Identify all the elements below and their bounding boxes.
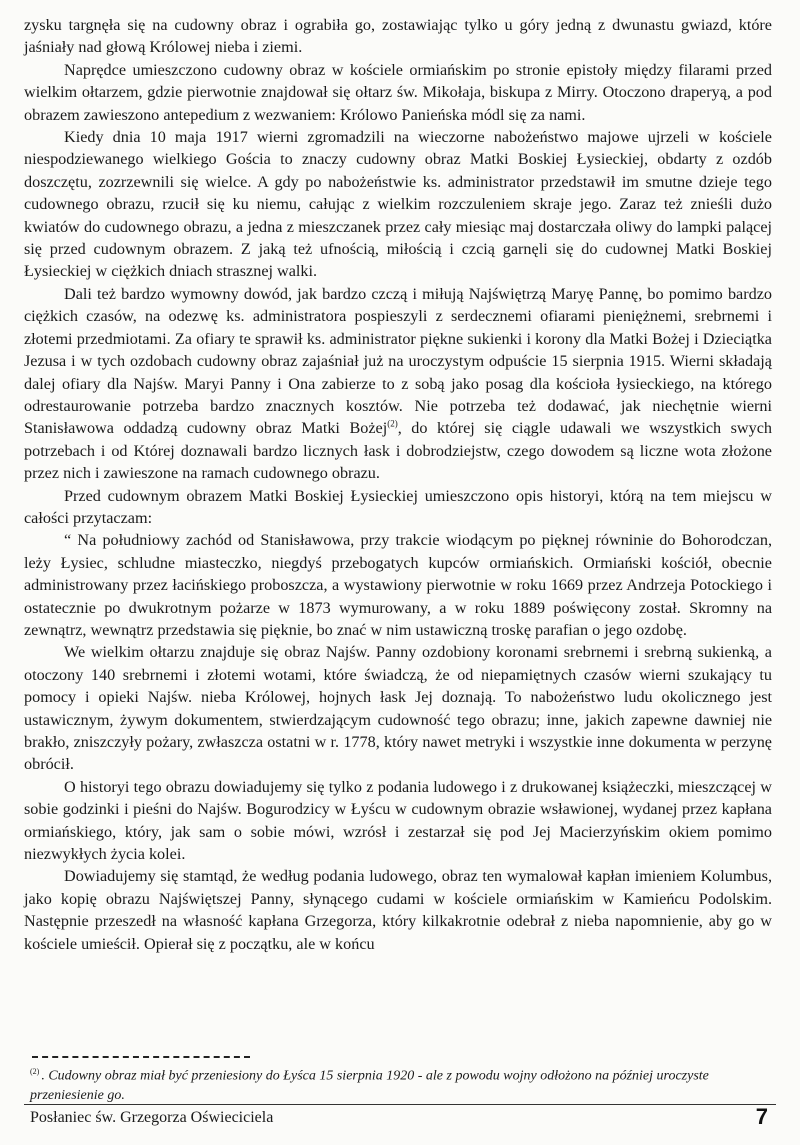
quoted-paragraph-2: We wielkim ołtarzu znajduje się obraz Najśw. Panny ozdobiony koronami srebrnemi i srebrną sukienką, a otoczony 140 srebrnemi i złotemi wotami, które świadczą, że od niepamiętnych czasów wierni szukający tu pomocy i opieki Najśw. nieba Królowej, hojnych łask Jej doznają. To nabożeństwo ludu okolicznego jest ustawicznym, żywym dokumentem, stwierdzającym cudowność tego obrazu; inne, jakich zapewne dawniej nie brakło, zniszczyły pożary, zwłaszcza ostatni w r. 1778, który nawet metryki i wszystkie inne dokumenta w perzynę obrócił. (24, 643, 772, 774)
footnote-reference: (2) (387, 418, 398, 429)
paragraph-4-part-a: Dali też bardzo wymowny dowód, jak bardzo czczą i miłują Najświętrzą Maryę Pannę, bo pomimo bardzo ciężkich czasów, na odezwę ks. administratora pospieszyli z serdecznemi ofiarami pieniężnemi, srebrnemi i złotemi przedmiotami. Za ofiary te sprawił ks. administrator piękne sukienki i korony dla Matki Bożej i Dzieciątka Jezusa i w tych ozdobach cudowny obraz zajaśniał już na uroczystym odpuście 15 sierpnia 1915. Wierni składają dalej ofiary dla Najśw. Maryi Panny i Ona zabierze to z sobą jako posag dla kościoła łysieckiego, na którego odrestaurowanie potrzeba bardzo znacznych kosztów. Nie potrzeba też dodawać, jak niechętnie wierni Stanisławowa oddadzą cudowny obraz Matki Bożej (24, 284, 772, 438)
article-body (24, 14, 772, 955)
footer-divider (24, 1104, 776, 1105)
paragraph-4-part-b: , do której się ciągle udawali we wszystkich swych potrzebach i od Której doznawali bardzo licznych łask i dobrodziejstw, czego dowodem są liczne wota złożone przez nich i zawieszone na ramach cudownego obrazu. (24, 419, 772, 483)
footnote-text: . Cudowny obraz miał być przeniesiony do Łyśca 15 sierpnia 1920 - ale z powodu wojny odłożono na później uroczyste przeniesienie go. (30, 1068, 709, 1103)
quoted-paragraph-3: O historyi tego obrazu dowiadujemy się tylko z podania ludowego i z drukowanej książeczki, mieszczącej w sobie godzinki i pieśni do Najśw. Bogurodzicy w Łyścu w cudownym obrazie wsławionej, wydanej przez kapłana ormiańskiego, który, jak sam o sobie mówi, wzrósł i zestarzał się pod Jej Macierzyńskim okiem pomimo niezwykłych życia kolei. (24, 777, 772, 864)
quoted-paragraph-4: Dowiadujemy się stamtąd, że według podania ludowego, obraz ten wymalował kapłan imieniem Kolumbus, jako kopię obrazu Najświętszej Panny, słynącego cudami w kościele ormiańskim w Kamieńcu Podolskim. Następnie przeszedł na własność kapłana Grzegorza, który kilkakrotnie odebrał z nieba napomnienie, aby go w kościele umieścił. Opierał się z początku, ale w końcu (24, 867, 772, 953)
paragraph-3: Kiedy dnia 10 maja 1917 wierni zgromadzili na wieczorne nabożeństwo majowe ujrzeli w kościele niespodziewanego wielkiego Gościa to znaczy cudowny obraz Matki Boskiej Łysieckiej, obdarty z ozdób doszczętu, zozrzewnili się wielce. A gdy po nabożeństwie ks. administrator przedstawił im smutne dzieje tego cudownego obrazu, rzucił się ku niemu, całując z wielkim rozczuleniem skraje jego. Zaraz też znieśli dużo kwiatów do cudownego obrazu, a jedna z mieszczanek przez cały miesiąc maj dostarczała oliwy do lampki palącej się przed cudownym obrazem. Z jaką też ufnością, miłością i czcią garnęli się do cudownej Matki Boskiej Łysieckiej w ciężkich dniach strasznej walki. (24, 128, 772, 281)
footer-publication: Posłaniec św. Grzegorza Oświeciciela (30, 1109, 274, 1126)
paragraph-1: zysku targnęła się na cudowny obraz i ograbiła go, zostawiając tylko u góry jedną z dwunastu gwiazd, które jaśniały nad głową Królowej nieba i ziemi. (24, 16, 772, 57)
paragraph-4 (24, 283, 772, 485)
footnote-number: (2) (30, 1067, 40, 1076)
footnote-separator (32, 1056, 250, 1058)
paragraph-5: Przed cudownym obrazem Matki Boskiej Łysieckiej umieszczono opis historyi, którą na tem miejscu w całości przytaczam: (24, 486, 772, 527)
page-number: 7 (755, 1104, 768, 1129)
paragraph-2: Naprędce umieszczono cudowny obraz w kościele ormiańskim po stronie epistoły między filarami przed wielkim ołtarzem, gdzie pierwotnie znajdował się ołtarz św. Mikołaja, biskupa z Mirry. Otoczono draperyą, a pod obrazem zawieszono antepedium z wezwaniem: Królowo Panieńska módl się za nami. (24, 60, 772, 124)
quoted-paragraph-1: “ Na południowy zachód od Stanisławowa, przy trakcie wiodącym po pięknej równinie do Bohorodczan, leży Łysiec, schludne miasteczko, niegdyś przebogatych kupców ormiańskich. Ormiański kościół, obecnie administrowany przez łacińskiego proboszcza, a wystawiony pierwotnie w roku 1669 przez Andrzeja Potockiego i ostatecznie po dwukrotnym pożarze w 1873 wymurowany, a w roku 1889 poświęcony został. Skromny na zewnątrz, wewnątrz przedstawia się pięknie, bo znać w nim ustawiczną troskę parafian o jego ozdobę. (24, 531, 772, 639)
footnote (30, 1062, 770, 1105)
